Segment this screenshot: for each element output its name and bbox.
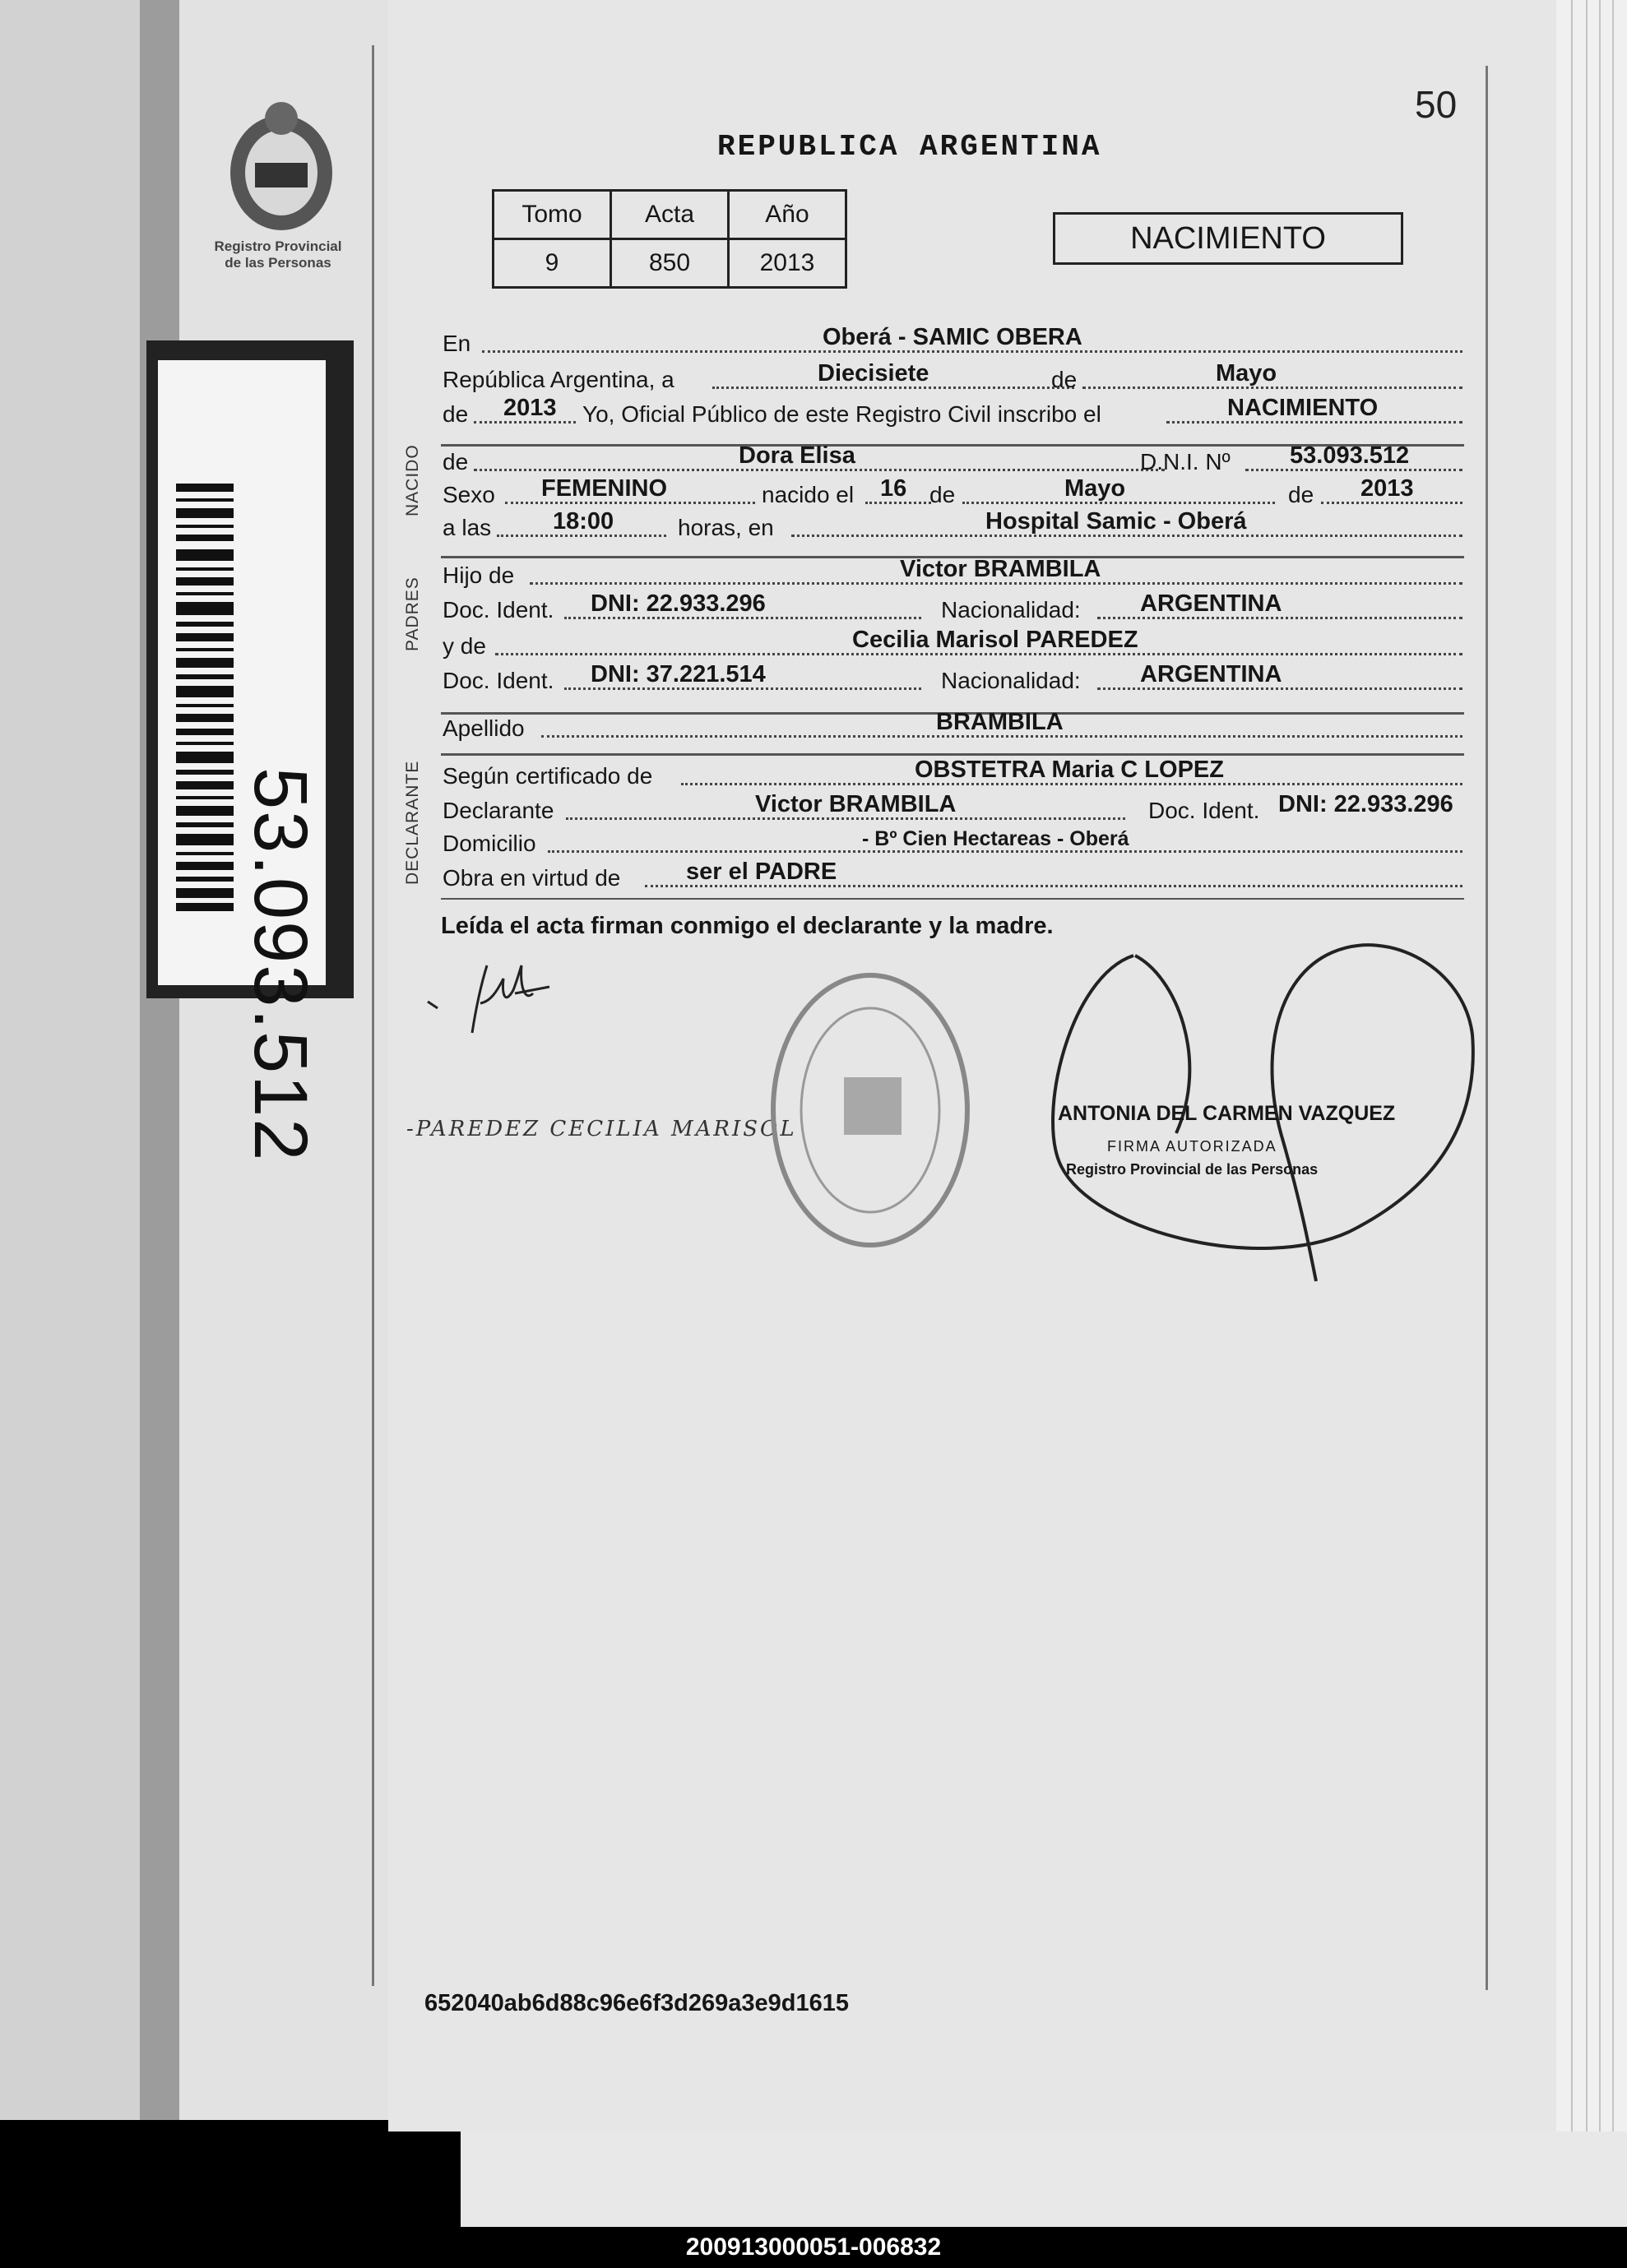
- name-label: de: [443, 449, 469, 474]
- row-segun: [443, 758, 1462, 794]
- hijo-label: Hijo de: [443, 562, 515, 588]
- record-type-box: NACIMIENTO: [1053, 212, 1403, 265]
- oficial-value: NACIMIENTO: [1227, 395, 1379, 421]
- mother-doc-label: Doc. Ident.: [443, 668, 554, 693]
- father-nat: ARGENTINA: [1140, 590, 1282, 617]
- place-value: Oberá - SAMIC OBERA: [823, 324, 1082, 350]
- year-value: 2013: [503, 395, 557, 421]
- section-nacido-label: NACIDO: [403, 444, 422, 516]
- mother-nat: ARGENTINA: [1140, 661, 1282, 687]
- year-label: de: [443, 401, 469, 427]
- barcode-icon: [176, 484, 234, 911]
- page-number: 50: [1415, 83, 1458, 126]
- declarante-doc-label: Doc. Ident.: [1148, 798, 1260, 823]
- declarant-signature-icon: [411, 954, 576, 1053]
- sexo-label: Sexo: [443, 482, 495, 507]
- alas-label: a las: [443, 515, 492, 540]
- mother-name: Cecilia Marisol PAREDEZ: [852, 627, 1138, 653]
- birth-year-label: de: [1288, 482, 1314, 507]
- mother-signature: -PAREDEZ CECILIA MARISOL: [406, 1117, 797, 1141]
- registrar-org: Registro Provincial de las Personas: [1066, 1161, 1319, 1178]
- seal-caption: [196, 238, 360, 271]
- declarante-doc: DNI: 22.933.296: [1278, 791, 1453, 817]
- time-value: 18:00: [553, 508, 614, 535]
- book-spine: [140, 0, 179, 2120]
- row-republica: [443, 362, 1462, 398]
- bottom-edge: [461, 2131, 1627, 2227]
- provincial-seal-icon: [220, 97, 342, 237]
- sexo-value: FEMENINO: [541, 475, 668, 502]
- header-ano: Año: [729, 191, 846, 239]
- nacido-label: nacido el: [762, 482, 855, 507]
- declarante-value: Victor BRAMBILA: [755, 791, 957, 817]
- registrar-name: ANTONIA DEL CARMEN VAZQUEZ: [1058, 1102, 1396, 1125]
- row-en: [443, 326, 1462, 362]
- footer-id: 200913000051-006832: [0, 2227, 1627, 2268]
- row-mother-doc: [443, 663, 1462, 699]
- value-ano: 2013: [729, 239, 846, 288]
- section-padres-label: PADRES: [403, 576, 422, 651]
- barcode-number: 53.093.512: [239, 767, 322, 1163]
- barcode-sticker: [146, 340, 354, 1163]
- birth-month: Mayo: [1064, 475, 1126, 502]
- obra-label: Obra en virtud de: [443, 865, 621, 891]
- row-obra: [443, 860, 1462, 896]
- segun-value: OBSTETRA Maria C LOPEZ: [915, 757, 1224, 783]
- domicilio-value: - Bº Cien Hectareas - Oberá: [862, 827, 1129, 850]
- father-name: Victor BRAMBILA: [900, 556, 1101, 582]
- father-nat-label: Nacionalidad:: [941, 597, 1081, 623]
- row-apellido: [443, 710, 1462, 747]
- birth-de-label: de: [929, 482, 956, 507]
- document-heading: REPUBLICA ARGENTINA: [717, 130, 1102, 164]
- value-acta: 850: [611, 239, 729, 288]
- row-hora: [443, 510, 1462, 546]
- rule-declarante-top: [441, 753, 1464, 756]
- birth-year: 2013: [1360, 475, 1414, 502]
- apellido-value: BRAMBILA: [936, 709, 1064, 735]
- birth-place: Hospital Samic - Oberá: [985, 508, 1247, 535]
- row-father-doc: [443, 592, 1462, 628]
- page-edges: [1556, 0, 1627, 2131]
- republica-label: República Argentina, a: [443, 367, 674, 392]
- row-hijo: [443, 558, 1462, 594]
- closing-statement: Leída el acta firman conmigo el declarante y la madre.: [441, 913, 1054, 939]
- row-oficial: [443, 396, 1462, 433]
- seal-caption-line-1: Registro Provincial: [214, 238, 342, 254]
- row-domicilio: [443, 826, 1462, 862]
- mother-doc: DNI: 37.221.514: [591, 661, 766, 687]
- section-declarante-label: DECLARANTE: [403, 760, 422, 885]
- day-value: Diecisiete: [818, 360, 929, 386]
- record-table-header: [494, 191, 846, 239]
- mother-nat-label: Nacionalidad:: [941, 668, 1081, 693]
- segun-label: Según certificado de: [443, 763, 653, 789]
- registrar-role: FIRMA AUTORIZADA: [1107, 1138, 1277, 1155]
- apellido-label: Apellido: [443, 715, 525, 741]
- row-declarante: [443, 793, 1462, 829]
- official-round-stamp-icon: [765, 962, 987, 1258]
- record-table-values: [494, 239, 846, 288]
- value-tomo: 9: [494, 239, 611, 288]
- horas-label: horas, en: [678, 515, 774, 540]
- record-table: [492, 189, 847, 289]
- right-rule: [1486, 66, 1488, 1990]
- domicilio-label: Domicilio: [443, 831, 536, 856]
- header-tomo: Tomo: [494, 191, 611, 239]
- left-page: [0, 0, 140, 2120]
- birth-day: 16: [880, 475, 907, 502]
- obra-value: ser el PADRE: [686, 859, 837, 885]
- row-mother: [443, 628, 1462, 664]
- left-rule: [372, 45, 374, 1986]
- name-value: Dora Elisa: [739, 442, 855, 469]
- oficial-text: Yo, Oficial Público de este Registro Civil inscribo el: [582, 401, 1101, 427]
- declarante-label: Declarante: [443, 798, 554, 823]
- father-doc: DNI: 22.933.296: [591, 590, 766, 617]
- dni-value: 53.093.512: [1290, 442, 1410, 469]
- father-doc-label: Doc. Ident.: [443, 597, 554, 623]
- rule-obra-bottom: [441, 898, 1464, 900]
- de-label: de: [1051, 367, 1078, 392]
- header-acta: Acta: [611, 191, 729, 239]
- yde-label: y de: [443, 633, 486, 659]
- en-label: En: [443, 331, 471, 356]
- dni-label: D.N.I. Nº: [1140, 449, 1231, 474]
- seal-caption-line-2: de las Personas: [225, 255, 331, 271]
- document-hash: 652040ab6d88c96e6f3d269a3e9d1615: [424, 1990, 849, 2016]
- month-value: Mayo: [1216, 360, 1277, 386]
